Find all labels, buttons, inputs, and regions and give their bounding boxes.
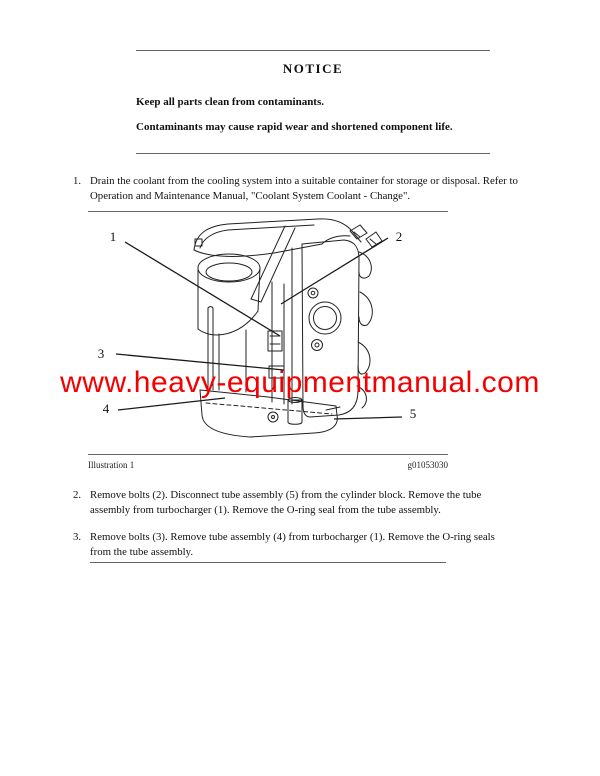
notice-line: Contaminants may cause rapid wear and shortened component life.	[136, 121, 453, 133]
watermark: www.heavy-equipmentmanual.com	[60, 366, 540, 399]
step-item	[73, 174, 518, 204]
notice-line: Keep all parts clean from contaminants.	[136, 96, 325, 108]
section-rule-bottom	[90, 562, 446, 563]
callout-label-1: 1	[109, 229, 117, 244]
step-text: Remove bolts (3). Remove tube assembly (4) from turbocharger (1). Remove the O-ring seals from the tube assembly.	[90, 531, 495, 558]
step-number: 2.	[73, 489, 82, 501]
illustration-graphic-id: g01053030	[407, 460, 448, 470]
engine-illustration	[88, 214, 448, 454]
step-item	[73, 530, 518, 560]
step-number: 3.	[73, 531, 82, 543]
illustration-rule-bottom	[88, 454, 448, 455]
callout-label-5: 5	[409, 406, 417, 421]
illustration-caption-row	[88, 460, 448, 470]
step-text: Remove bolts (2). Disconnect tube assembly (5) from the cylinder block. Remove the tube assembly from turbocharger (1). Remove the O-ring seal from the tube assembly.	[90, 489, 482, 516]
notice-title: NOTICE	[282, 61, 344, 76]
callout-label-3: 3	[97, 346, 105, 361]
notice-rule-bottom	[136, 153, 490, 154]
step-number: 1.	[73, 175, 82, 187]
illustration-rule-top	[88, 211, 448, 212]
callout-label-4: 4	[102, 401, 110, 416]
step-text: Drain the coolant from the cooling system into a suitable container for storage or disposal. Refer to Operation and Maintenance Manual, "Coolant System Coolant - Change".	[90, 175, 518, 202]
step-item	[73, 488, 518, 518]
engine-line-drawing	[194, 219, 382, 437]
notice-rule-top	[136, 50, 490, 51]
illustration-caption: Illustration 1	[88, 460, 135, 470]
callout-label-2: 2	[395, 229, 403, 244]
